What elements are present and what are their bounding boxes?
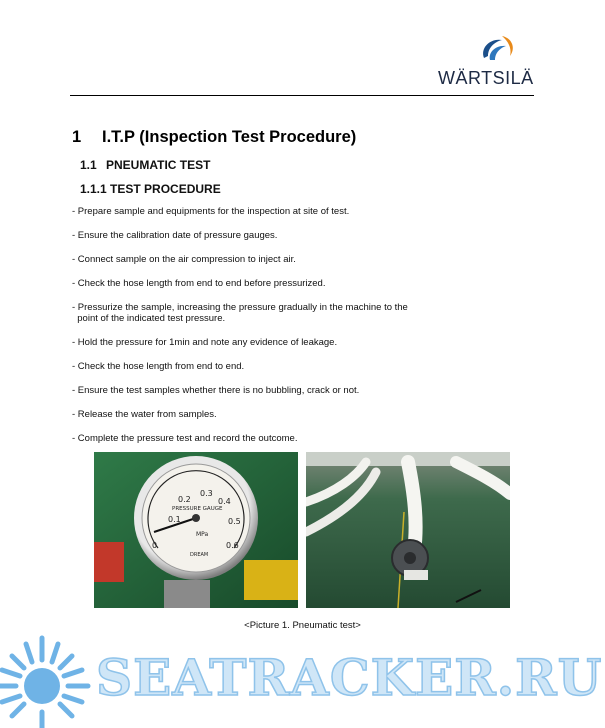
- gauge-tick-label: 0.6: [226, 541, 239, 550]
- watermark-text: SEATRACKER.RU: [96, 648, 603, 707]
- gauge-tick-label: 0.5: [228, 517, 241, 526]
- section-heading-1: [72, 128, 356, 147]
- watermark-sun-icon: [0, 638, 88, 728]
- wartsila-logo: [438, 32, 534, 88]
- procedure-step: - Check the hose length from end to end before pressurized.: [72, 278, 326, 289]
- procedure-step: - Complete the pressure test and record the outcome.: [72, 433, 298, 444]
- heading-2-number: 1.1: [80, 158, 97, 172]
- gauge-tick-label: 0: [152, 541, 158, 550]
- heading-1-number: 1: [72, 128, 82, 146]
- procedure-step: - Check the hose length from end to end.: [72, 361, 245, 372]
- picture-caption: <Picture 1. Pneumatic test>: [244, 620, 361, 631]
- heading-1-title: I.T.P (Inspection Test Procedure): [102, 128, 357, 146]
- section-heading-3: 1.1.1 TEST PROCEDURE: [80, 182, 221, 196]
- procedure-step: - Connect sample on the air compression to inject air.: [72, 254, 296, 265]
- gauge-tick-label: 0.2: [178, 495, 191, 504]
- gauge-tick-label: 0.1: [168, 515, 181, 524]
- gauge-tick-label: 0.4: [218, 497, 231, 506]
- pressure-gauge-photo: [94, 452, 298, 608]
- procedure-step: - Ensure the test samples whether there is no bubbling, crack or not.: [72, 385, 360, 396]
- procedure-step: - Hold the pressure for 1min and note any evidence of leakage.: [72, 337, 338, 348]
- procedure-step: - Prepare sample and equipments for the inspection at site of test.: [72, 206, 350, 217]
- wartsila-logo-mark-icon: [476, 32, 518, 66]
- procedure-step: - Pressurize the sample, increasing the pressure gradually in the machine to the: [72, 302, 408, 313]
- procedure-step: - Ensure the calibration date of pressure gauges.: [72, 230, 278, 241]
- hose-test-photo: [306, 452, 510, 608]
- gauge-unit: MPa: [196, 531, 209, 538]
- header-rule: [70, 95, 534, 96]
- logo-text: WÄRTSILÄ: [438, 68, 534, 88]
- gauge-tick-label: 0.3: [200, 489, 213, 498]
- section-heading-2: [80, 158, 210, 172]
- procedure-step-continued: point of the indicated test pressure.: [72, 313, 226, 324]
- procedure-step: - Release the water from samples.: [72, 409, 217, 420]
- gauge-brand: DREAM: [190, 552, 209, 558]
- heading-2-title: PNEUMATIC TEST: [106, 158, 211, 172]
- gauge-label: PRESSURE GAUGE: [172, 506, 223, 512]
